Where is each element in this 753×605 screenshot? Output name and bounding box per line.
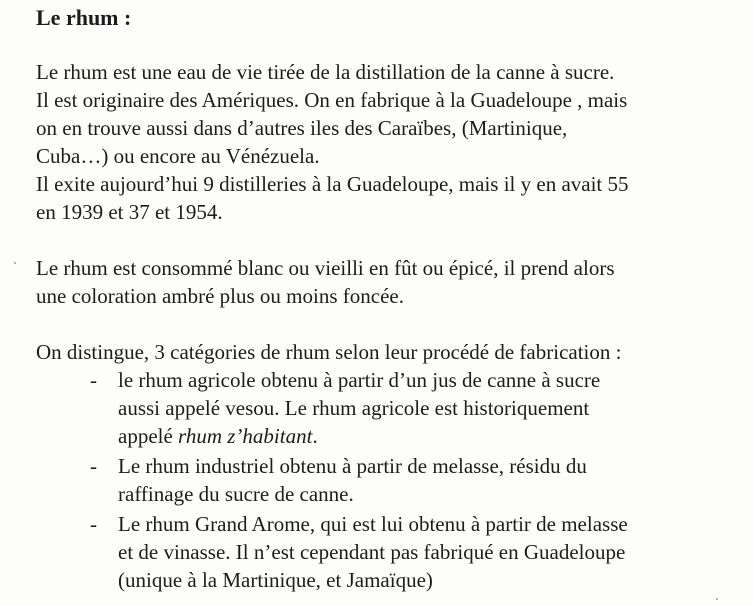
paragraph3-intro: On distingue, 3 catégories de rhum selon leur procédé de fabrication : (36, 340, 622, 364)
list-item-1-italic-term: rhum z’habitant (178, 424, 313, 448)
list-item-1-punct: . (312, 424, 318, 448)
list-item-1-text: appelé (118, 424, 179, 448)
list-item-1-line (118, 422, 318, 450)
list-item-1-line: le rhum agricole obtenu à partir d’un jus de canne à sucre (118, 368, 601, 392)
list-item-3-line: (unique à la Martinique, et Jamaïque) (118, 568, 433, 592)
document-title: Le rhum : (36, 5, 132, 30)
list-item-2-line: raffinage du sucre de canne. (118, 482, 354, 506)
list-item-3-line: Le rhum Grand Arome, qui est lui obtenu à partir de melasse (118, 512, 628, 536)
scan-speck (716, 598, 718, 600)
scan-speck (14, 262, 16, 264)
paragraph2-line: une coloration ambré plus ou moins foncée. (36, 284, 404, 308)
paragraph2-line: Le rhum est consommé blanc ou vieilli en fût ou épicé, il prend alors (36, 256, 615, 280)
paragraph1-line: on en trouve aussi dans d’autres iles des Caraïbes, (Martinique, (36, 116, 568, 140)
list-item-1-line: aussi appelé vesou. Le rhum agricole est historiquement (118, 396, 590, 420)
list-dash: - (90, 512, 97, 536)
paragraph1-line: en 1939 et 37 et 1954. (36, 200, 223, 224)
list-dash: - (90, 454, 97, 478)
list-item-3-line: et de vinasse. Il n’est cependant pas fabriqué en Guadeloupe (118, 540, 626, 564)
paragraph1-line: Le rhum est une eau de vie tirée de la distillation de la canne à sucre. (36, 60, 615, 84)
paragraph1-line: Cuba…) ou encore au Vénézuela. (36, 144, 320, 168)
paragraph1-line: Il est originaire des Amériques. On en fabrique à la Guadeloupe , mais (36, 88, 628, 112)
list-item-2-line: Le rhum industriel obtenu à partir de melasse, résidu du (118, 454, 587, 478)
list-dash: - (90, 368, 97, 392)
paragraph1-line: Il exite aujourd’hui 9 distilleries à la Guadeloupe, mais il y en avait 55 (36, 172, 629, 196)
